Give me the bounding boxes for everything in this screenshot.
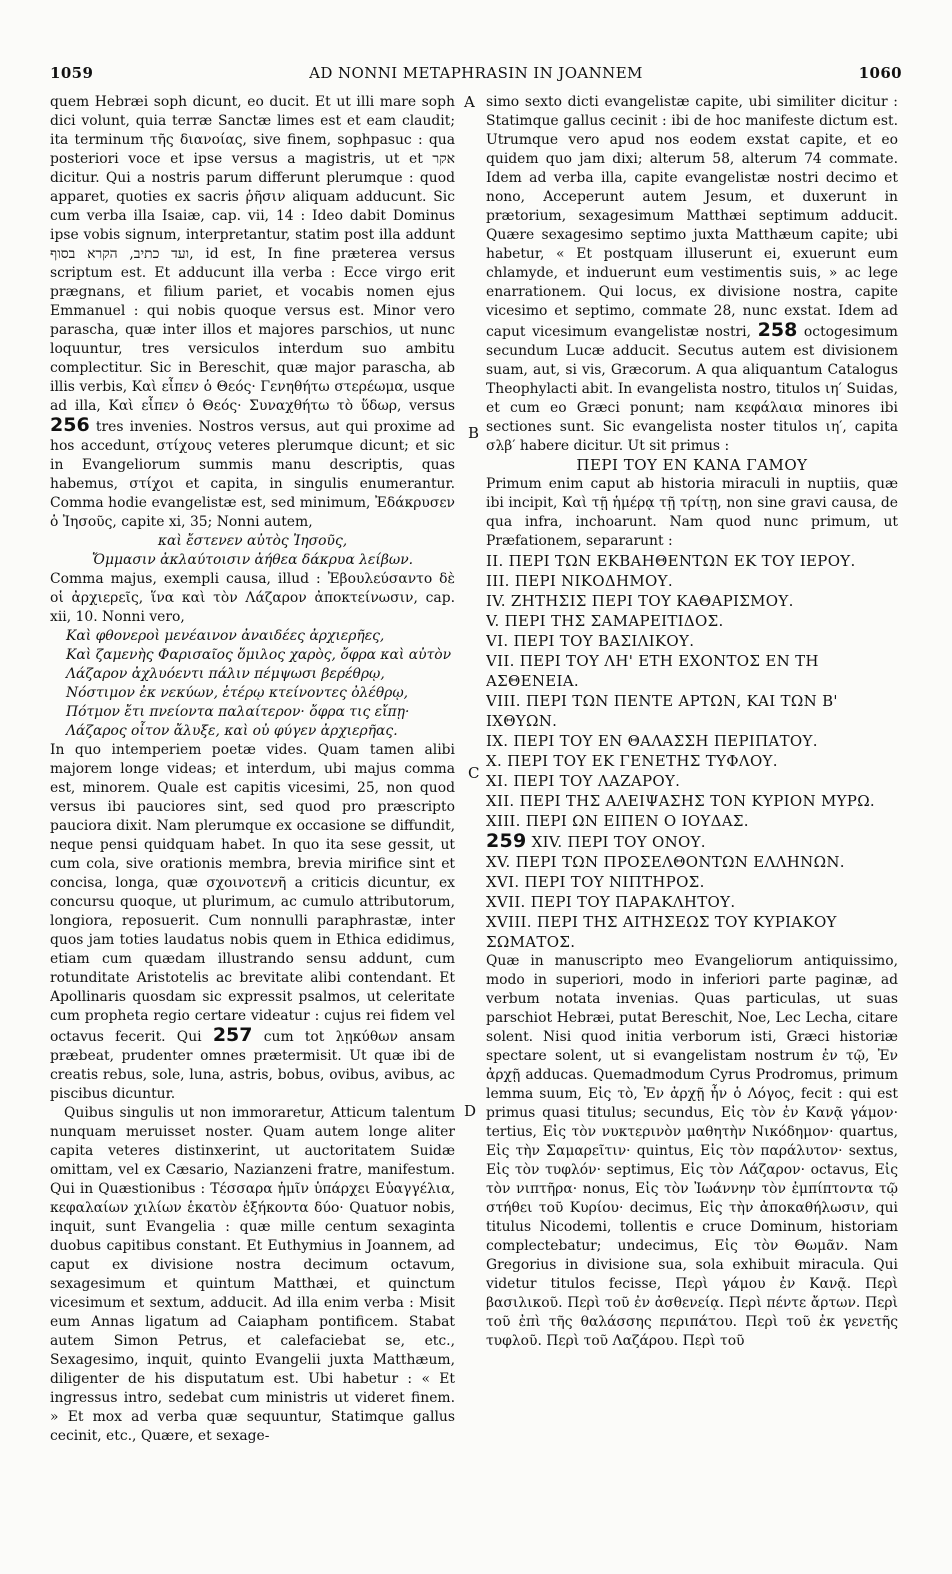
running-title: AD NONNI METAPHRASIN IN JOANNEM <box>309 64 643 82</box>
column-number-256: 256 <box>50 414 90 436</box>
right-column <box>486 93 898 1543</box>
verse-line: Ὄμμασιν ἀκλαύτοισιν ἀήθεα δάκρυα λείβων. <box>91 552 414 568</box>
section-marker-d: D <box>464 1102 477 1120</box>
chapter-title: XVI. ΠΕΡΙ ΤΟΥ ΝΙΠΤΗΡΟΣ. <box>486 873 705 891</box>
chapter-title: IX. ΠΕΡΙ ΤΟΥ ΕΝ ΘΑΛΑΣΣΗ ΠΕΡΙΠΑΤΟΥ. <box>486 732 818 750</box>
paragraph: Quibus singulis ut non immoraretur, Atticum talentum nunquam meruisset noster. Quam autem longe aliter capita veteres distinxerint, ut auctoritatem Suidæ omittam, vel ex Cæsario, Nazianzeni fratre, manifestum. Qui in Quæstionibus : Τέσσαρα ἡμῖν ὑπάρχει Εὐαγγέλια, κεφαλαίων χιλίων ἑκατὸν ἑξήκοντα δύο· Quatuor nobis, inquit, sunt Evangelia : quæ mille centum sexaginta duobus capitibus constant. Et Euthymius in Joannem, ad caput ex divisione nostra decimum octavum, sexagesimum et quintum Matthæi, et quinctum vicesimum et sextum, adducit. Ad illa enim verba : Misit eum Annas ligatum ad Caiapham pontificem. Stabat autem Simon Petrus, et calefaciebat se, etc., Sexagesimo, inquit, quinto Evangelii juxta Matthæum, diligenter de his disputatum est. Ubi habetur : « Et ingressus intro, sedebat cum ministris ut videret finem. » Et mox ad verba quæ sequuntur, Statimque gallus cecinit, etc., Quære, et sexage- <box>50 1105 455 1444</box>
section-marker-b: B <box>468 424 480 442</box>
column-number-259: 259 <box>486 830 527 852</box>
chapter-title: XVII. ΠΕΡΙ ΤΟΥ ΠΑΡΑΚΛΗΤΟΥ. <box>486 893 736 911</box>
paragraph: Primum enim caput ab historia miraculi in nuptiis, quæ ibi incipit, Καὶ τῇ ἡμέρᾳ τῇ τρίτῃ, non sine gravi causa, de qua infra, inchoarunt. Nam quod nunc primum, ut Præfationem, separarunt : <box>486 476 898 549</box>
chapter-title: XVIII. ΠΕΡΙ ΤΗΣ ΑΙΤΗΣΕΩΣ ΤΟΥ ΚΥΡΙΑΚΟΥ ΣΩΜΑΤΟΣ. <box>486 913 837 951</box>
column-number-258: 258 <box>757 319 798 341</box>
verse-line: Λάζαρος οἶτον ἄλυξε, καὶ οὐ φύγεν ἀρχιερῆας. <box>66 723 398 739</box>
chapter-title: XII. ΠΕΡΙ ΤΗΣ ΑΛΕΙΨΑΣΗΣ ΤΟΝ ΚΥΡΙΟΝ ΜΥΡΩ. <box>486 792 875 810</box>
paragraph: quem Hebræi soph dicunt, eo ducit. Et ut illi mare soph dici volunt, quia terræ Sanctæ limes est et eam claudit; ita terminum τῆς διανοίας, sive finem, sophpasuc : qua posteriori voce et ipse versus a magistris, ut et אקר dicitur. Qui a nostris parum differunt plerumque : quod apparet, quoties ex sacris ῥῆσιν aliquam adducunt. Sic cum verba illa Isaiæ, cap. vii, 14 : Ideo dabit Dominus ipse vobis signum, interpretantur, statim post illa addunt ועד כתיב, הקרא בסוף, id est, In fine præterea versus scriptum est. Et adducunt illa verba : Ecce virgo erit prægnans, et filium pariet, et vocabis nomen ejus Emmanuel : qui nobis quoque versus est. Minor vero parascha, quæ inter illos et majores parschios, ut nunc loquuntur, tres versiculos interdum suo ambitu complectitur. Sic in Bereschit, quæ major parascha, ab illis verbis, Καὶ εἶπεν ὁ Θεός· Γενηθήτω στερέωμα, usque ad illa, Καὶ εἶπεν ὁ Θεός· Συναχθήτω τὸ ὕδωρ, versus 256 tres invenies. Nostros versus, aut qui proxime ad hos accedunt, στίχους veteres plerumque dicunt; et sic in Evangeliorum summis manu descriptis, quas habemus, στίχοι et capita, in singulis enumerantur. Comma hodie evangelistæ est, sed minimum, Ἐδάκρυσεν ὁ Ἰησοῦς, capite xi, 35; Nonni autem, <box>50 94 455 530</box>
paragraph: In quo intemperiem poetæ vides. Quam tamen alibi majorem longe videas; et interdum, ubi majus comma est, minorem. Quale est capitis vicesimi, 25, non quod versus ibi pauciores sint, sed quod pro præscripto pauciora dixit. Nam plerumque ex occasione se diffundit, neque pensi quidquam habet. In quo ita sese gessit, ut cum cola, sive orationis membra, brevia mirifice sint et concisa, longa, quæ σχοινοτενῆ a criticis dicuntur, ex concursu quoque, ut plurimum, ac cumulo attributorum, longiora, reposuerit. Cum nonnulli paraphrastæ, inter quos jam toties laudatus nobis quem in Ethica edidimus, etiam cum quædam illustrando sensu addunt, cum rotunditate Aristotelis ac brevitate alibi contendant. Et Apollinaris quosdam sic expressit psalmos, ut celeritate cum propheta regio certare videatur : cujus rei fidem vel octavus fecerit. Qui 257 cum tot λῃκύθων ansam præbeat, prudenter omnes prætermisit. Ut quæ ibi de creatis rebus, sole, luna, astris, bobus, ovibus, avibus, ac piscibus dicuntur. <box>50 742 455 1102</box>
section-marker-a: A <box>464 93 475 111</box>
chapter-title: XV. ΠΕΡΙ ΤΩΝ ΠΡΟΣΕΛΘΟΝΤΩΝ ΕΛΛΗΝΩΝ. <box>486 853 845 871</box>
chapter-title: VII. ΠΕΡΙ ΤΟΥ ΛΗ' ΕΤΗ ΕΧΟΝΤΟΣ ΕΝ ΤΗ ΑΣΘΕΝΕΙΑ. <box>486 652 819 690</box>
chapter-title: VI. ΠΕΡΙ ΤΟΥ ΒΑΣΙΛΙΚΟΥ. <box>486 632 695 650</box>
chapter-title: IV. ΖΗΤΗΣΙΣ ΠΕΡΙ ΤΟΥ ΚΑΘΑΡΙΣΜΟΥ. <box>486 592 794 610</box>
verse-line: Πότμον ἔτι πνείοντα παλαίτερον· ὄφρα τις εἴπῃ· <box>66 704 410 720</box>
chapter-title: II. ΠΕΡΙ ΤΩΝ ΕΚΒΑΗΘΕΝΤΩΝ ΕΚ ΤΟΥ ΙΕΡΟΥ. <box>486 552 856 570</box>
left-column <box>50 93 455 1543</box>
running-head <box>50 64 902 86</box>
chapter-title: VIII. ΠΕΡΙ ΤΩΝ ΠΕΝΤΕ ΑΡΤΩΝ, ΚΑΙ ΤΩΝ Β' ΙΧΘΥΩΝ. <box>486 692 838 730</box>
paragraph: simo sexto dicti evangelistæ capite, ubi similiter dicitur : Statimque gallus cecinit : ibi de hoc manifeste dictum est. Utrumque vero apud nos eodem exstat capite, et eo quidem quo jam dixi; alterum 58, alterum 74 commate. Idem ad verba illa, capite evangelistæ nostri decimo et nono, Acceperunt autem Jesum, et duxerunt in prætorium, sexagesimum Matthæi septimum adducit. Quære sexagesimo septimo juxta Matthæum capite; ubi habetur, « Et postquam illuserunt ei, exuerunt eum chlamyde, et induerunt eum vestimentis suis, » ac lege enarrationem. Qui locus, ex divisione nostra, capite vicesimo et septimo, commate 28, nunc exstat. Idem ad caput vicesimum evangelistæ nostri, 258 octogesimum secundum Lucæ adducit. Secutus autem est divisionem suam, aut, si vis, Græcorum. A qua aliquantum Catalogus Theophylacti abit. In evangelista nostro, titulos ιη′ Suidas, et cum eo Græci ponunt; nam κεφάλαια minores ibi sectiones sunt. Sic evangelista noster titulos ιη′, capita σλβ′ habere dicitur. Ut sit primus : <box>486 94 898 454</box>
column-number-257: 257 <box>212 1024 253 1046</box>
chapter-title: XIII. ΠΕΡΙ ΩΝ ΕΙΠΕΝ Ο ΙΟΥΔΑΣ. <box>486 812 749 830</box>
chapter-title: III. ΠΕΡΙ ΝΙΚΟΔΗΜΟΥ. <box>486 572 673 590</box>
verse-line: Καὶ φθονεροὶ μενέαινον ἀναιδέες ἀρχιερῆες, <box>66 628 385 644</box>
paragraph: Comma majus, exempli causa, illud : Ἐβουλεύσαντο δὲ οἱ ἀρχιερεῖς, ἵνα καὶ τὸν Λάζαρον ἀποκτείνωσιν, cap. xii, 10. Nonni vero, <box>50 571 455 625</box>
chapter-title: X. ΠΕΡΙ ΤΟΥ ΕΚ ΓΕΝΕΤΗΣ ΤΥΦΛΟΥ. <box>486 752 778 770</box>
paragraph: Quæ in manuscripto meo Evangeliorum antiquissimo, modo in superiori, modo in inferiori parte paginæ, ad verbum notata invenias. Quas particulas, ut suas parschiot Hebræi, putat Bereschit, Noe, Lec Lecha, citare solent. Nisi quod initia verborum isti, Græci historiæ spectare solent, ut si evangelistam nostrum ἐν τῷ, Ἐν ἀρχῇ adducas. Quemadmodum Cyrus Prodromus, primum lemma suum, Εἰς τὸ, Ἐν ἀρχῇ ἦν ὁ Λόγος, fecit : qui est primus quasi titulus; secundus, Εἰς τὸν ἐν Κανᾷ γάμον· tertius, Εἰς τὸν νυκτερινὸν μαθητὴν Νικόδημον· quartus, Εἰς τὴν Σαμαρεῖτιν· quintus, Εἰς τὸν παράλυτον· sextus, Εἰς τὸν τυφλόν· septimus, Εἰς τὸν Λάζαρον· octavus, Εἰς τὸν νιπτῆρα· nonus, Εἰς τὸν Ἰωάννην τὸν ἐμπίπτοντα τῷ στήθει τοῦ Κυρίου· decimus, Εἰς τὴν ἀποκαθήλωσιν, qui titulus Nicodemi, tollentis e cruce Dominum, historiam complectebatur; undecimus, Εἰς τὸν Θωμᾶν. Nam Gregorius in divisione sua, sola exhibuit miracula. Qui videtur titulos fecisse, Περὶ γάμου ἐν Κανᾷ. Περὶ βασιλικοῦ. Περὶ τοῦ ἐν ἀσθενείᾳ. Περὶ πέντε ἄρτων. Περὶ τοῦ ἐπὶ τῆς θαλάσσης περιπάτου. Περὶ τοῦ ἐκ γενετῆς τυφλοῦ. Περὶ τοῦ Λαζάρου. Περὶ τοῦ <box>486 953 898 1349</box>
chapter-title: V. ΠΕΡΙ ΤΗΣ ΣΑΜΑΡΕΙΤΙΔΟΣ. <box>486 612 724 630</box>
verse-line: Νόστιμον ἐκ νεκύων, ἑτέρῳ κτείνοντες ὀλέθρῳ, <box>66 685 409 701</box>
page-number-right: 1060 <box>858 64 902 82</box>
verse-line: Καὶ ζαμενὴς Φαρισαῖος ὅμιλος χαρὸς, ὄφρα καὶ αὐτὸν <box>66 647 452 663</box>
page-number-left: 1059 <box>50 64 94 82</box>
chapter-title: 259 XIV. ΠΕΡΙ ΤΟΥ ΟΝΟΥ. <box>486 830 706 852</box>
section-marker-c: C <box>468 764 480 782</box>
chapter-title: XI. ΠΕΡΙ ΤΟΥ ΛΑΖΑΡΟΥ. <box>486 772 681 790</box>
verse-line: καὶ ἔστενεν αὐτὸς Ἰησοῦς, <box>157 533 348 549</box>
verse-line: Λάζαρον ἀχλυόεντι πάλιν πέμψωσι βερέθρῳ, <box>66 666 385 682</box>
section-heading: ΠΕΡΙ ΤΟΥ ΕΝ ΚΑΝΑ ΓΑΜΟΥ <box>576 456 808 474</box>
